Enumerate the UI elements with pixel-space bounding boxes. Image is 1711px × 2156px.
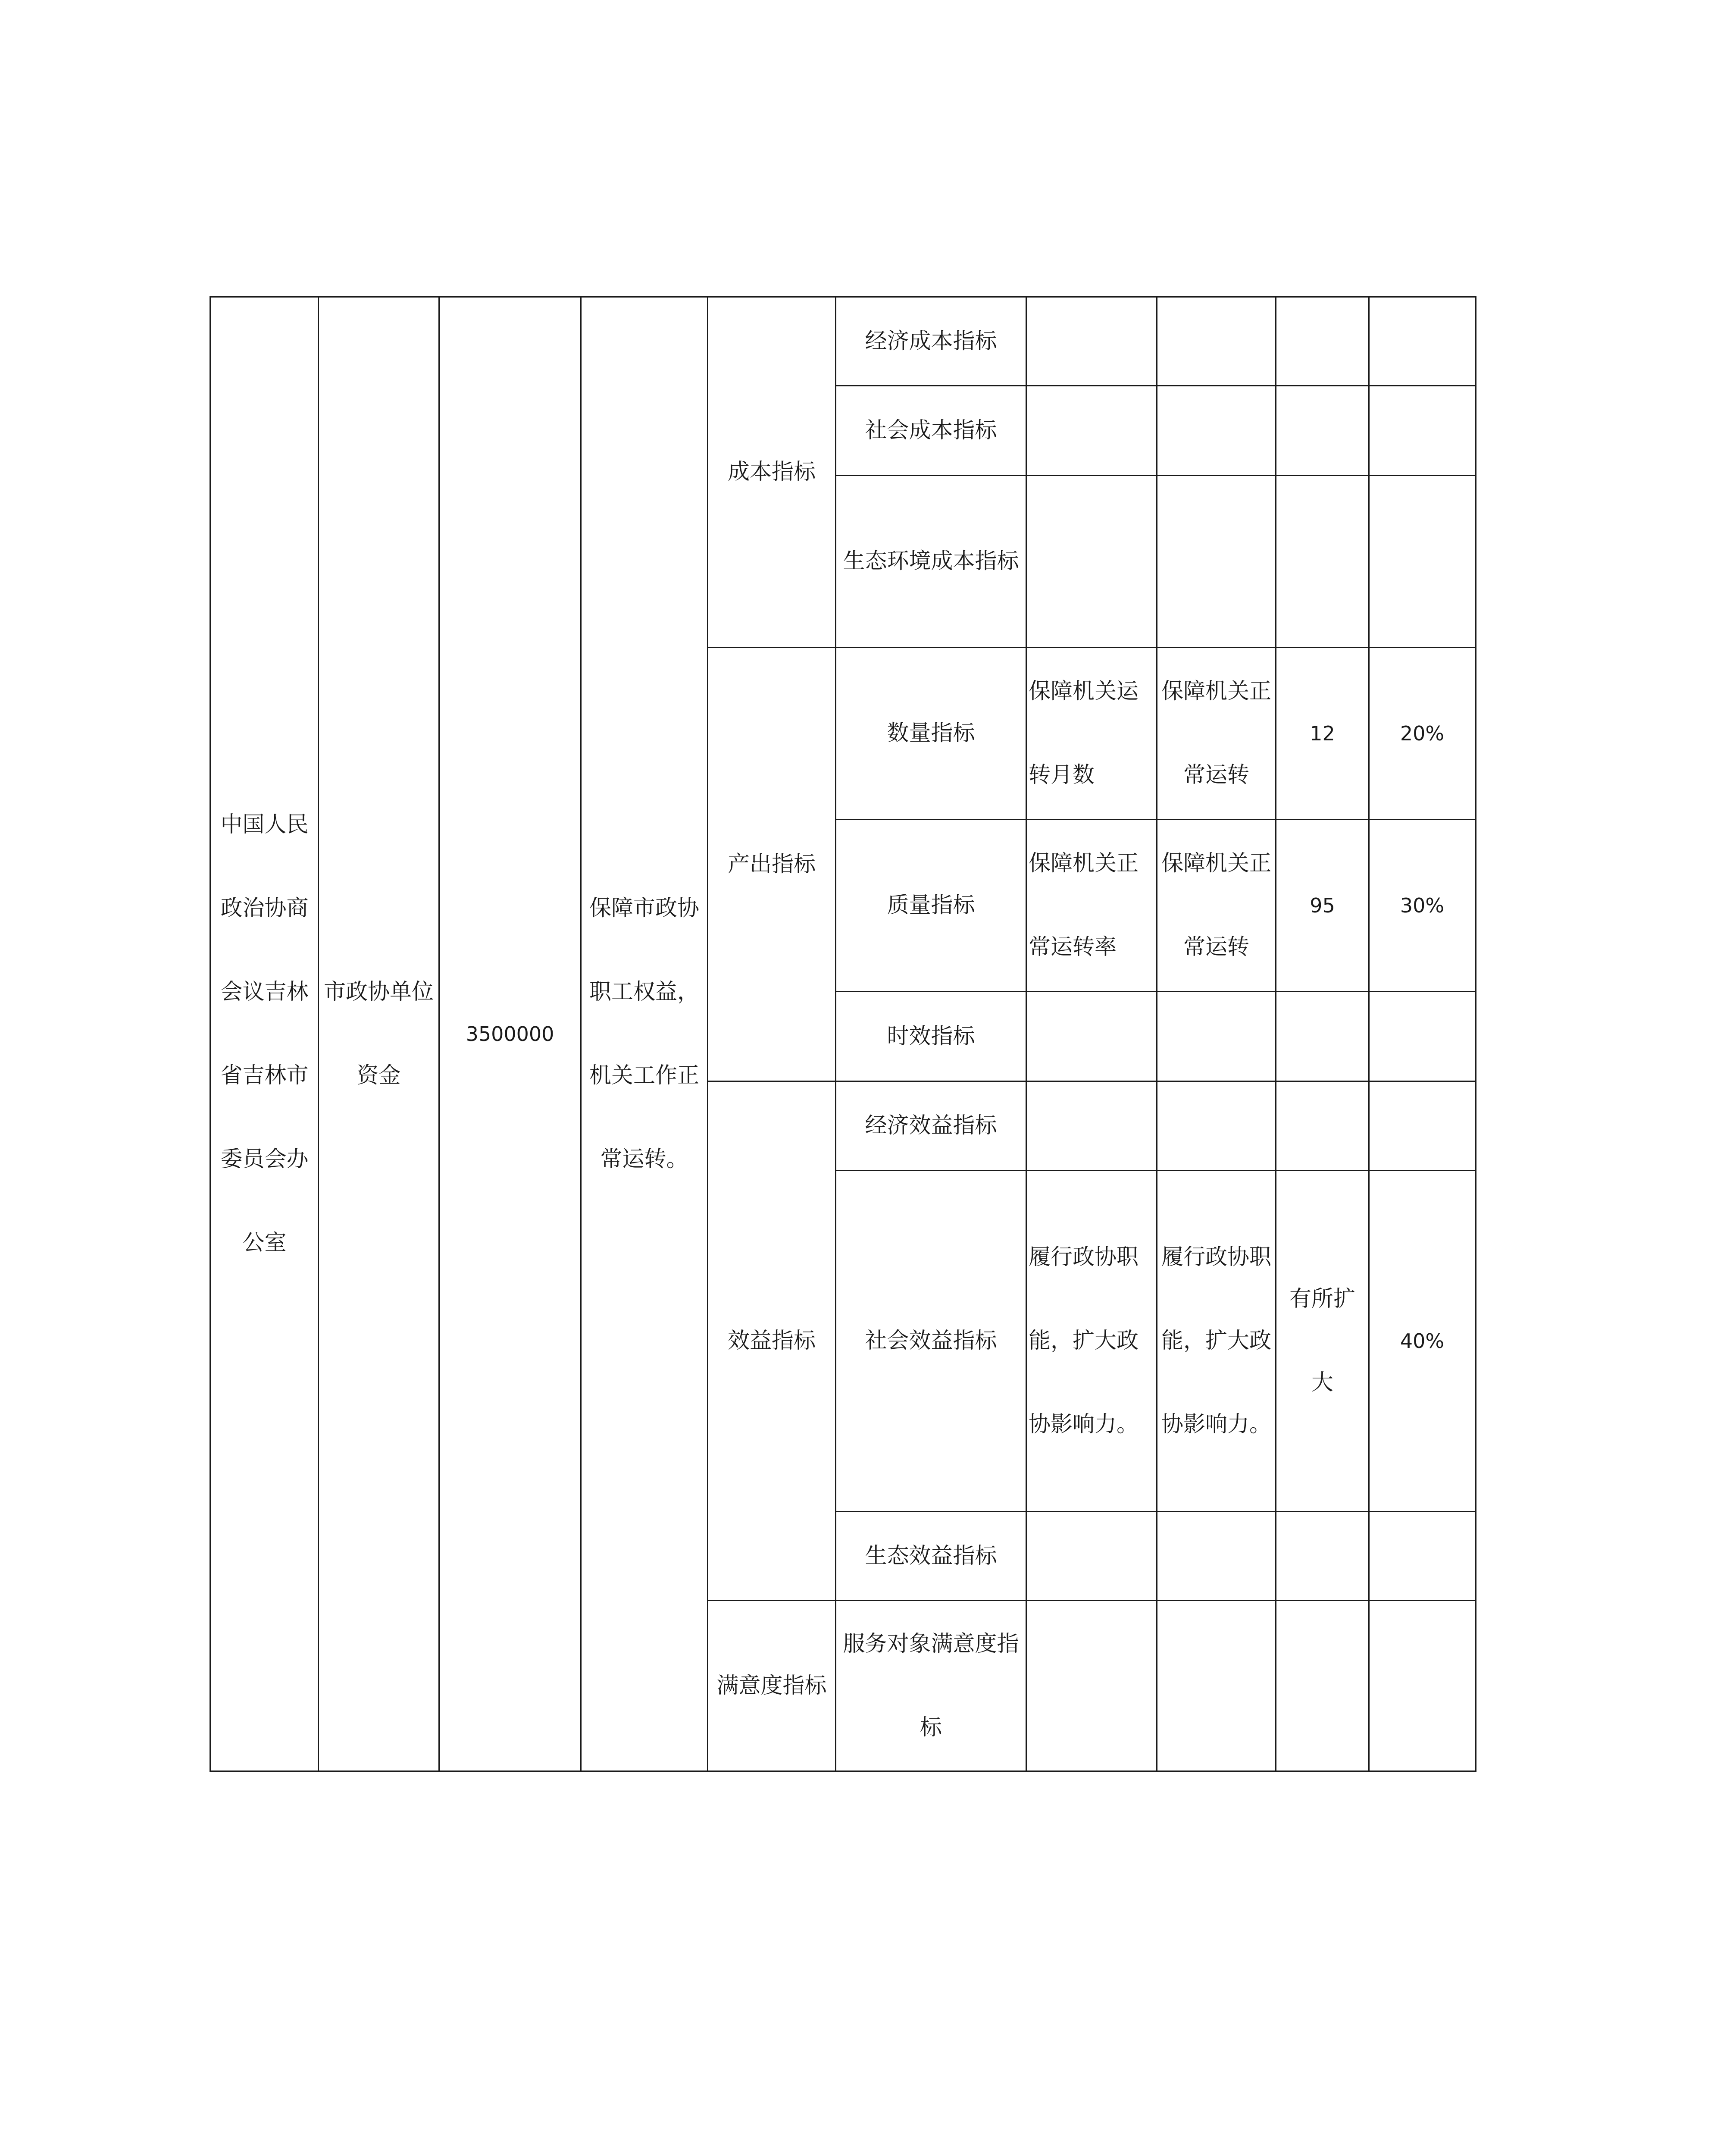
col-divider [1275, 296, 1276, 1772]
indicator-eco-cost: 生态环境成本指标 [843, 548, 1019, 574]
col-divider [1368, 296, 1370, 1772]
amount-cell [440, 298, 580, 1771]
table-border-bottom [210, 1771, 1476, 1772]
value-quantity: 12 [1310, 722, 1335, 745]
indicator-social-benefit: 社会效益指标 [865, 1328, 997, 1354]
indicator-social-cost: 社会成本指标 [865, 417, 997, 443]
indicator-timeliness: 时效指标 [887, 1023, 975, 1049]
value-quality: 95 [1310, 894, 1335, 917]
category-label: 效益指标 [727, 1328, 816, 1354]
unit-name: 中国人民政治协商会议吉林省吉林市委员会办公室 [220, 812, 309, 1256]
content-social-benefit: 履行政协职能，扩大政协影响力。 [1029, 1244, 1139, 1437]
col-divider [1156, 296, 1157, 1772]
fund-amount: 3500000 [466, 1022, 554, 1046]
desc-quantity: 保障机关正常运转 [1161, 679, 1271, 788]
goal-cell [582, 298, 707, 1771]
category-label: 满意度指标 [716, 1673, 827, 1698]
table-border-right [1475, 296, 1476, 1772]
category-output [708, 648, 835, 1081]
performance-goal: 保障市政协职工权益，机关工作正常运转。 [589, 896, 699, 1172]
category-satisfaction [708, 1601, 835, 1771]
value-social-benefit: 有所扩大 [1289, 1286, 1355, 1395]
weight-quantity: 20% [1400, 722, 1445, 745]
desc-social-benefit: 履行政协职能，扩大政协影响力。 [1161, 1244, 1271, 1437]
col-divider [1026, 296, 1027, 1772]
weight-social-benefit: 40% [1400, 1329, 1445, 1353]
content-quantity: 保障机关运转月数 [1029, 679, 1139, 788]
fund-source-cell [319, 298, 438, 1771]
category-label: 成本指标 [727, 459, 816, 485]
category-cost [708, 298, 835, 647]
indicator-eco-benefit: 生态效益指标 [865, 1543, 997, 1569]
indicator-economic-cost: 经济成本指标 [865, 328, 997, 354]
desc-quality: 保障机关正常运转 [1161, 851, 1271, 960]
fund-source: 市政协单位资金 [323, 979, 434, 1088]
category-benefit [708, 1082, 835, 1600]
content-quality: 保障机关正常运转率 [1029, 851, 1139, 960]
indicator-satisfaction: 服务对象满意度指标 [843, 1631, 1019, 1740]
category-label: 产出指标 [727, 851, 816, 877]
unit-name-cell [211, 298, 318, 1771]
indicator-economic-benefit: 经济效益指标 [865, 1113, 997, 1138]
weight-quality: 30% [1400, 894, 1445, 917]
indicator-quality: 质量指标 [887, 893, 975, 918]
indicator-quantity: 数量指标 [887, 721, 975, 746]
